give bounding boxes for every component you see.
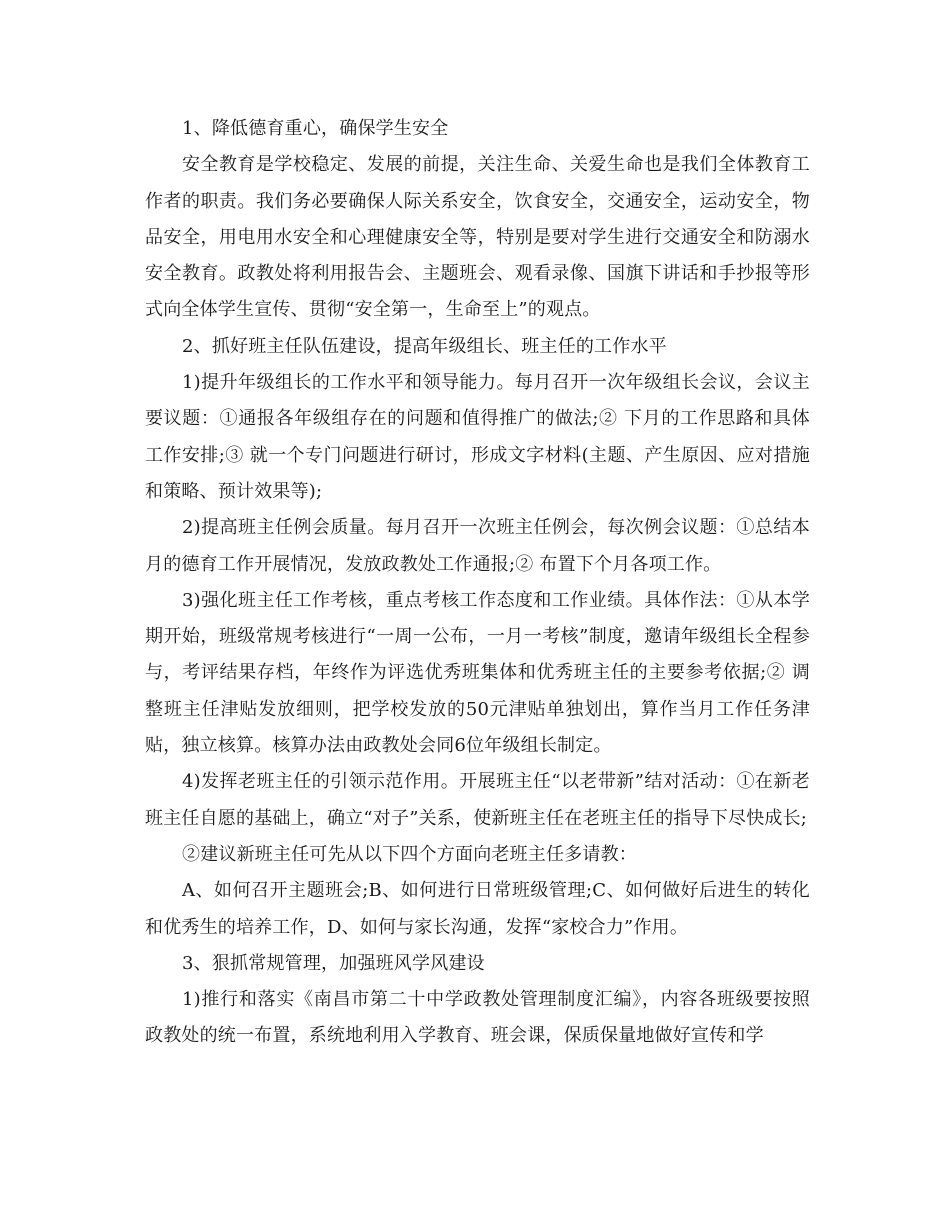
paragraph-mentoring: 4)发挥老班主任的引领示范作用。开展班主任“以老带新”结对活动：①在新老班主任自愿的基础上，确立“对子”关系，使新班主任在老班主任的指导下尽快成长; bbox=[145, 771, 810, 829]
section-heading-safety: 1、降低德育重心，确保学生安全 bbox=[182, 118, 449, 139]
document-body bbox=[145, 111, 810, 1055]
paragraph-grade-leader: 1)提升年级组长的工作水平和领导能力。每月召开一次年级组长会议，会议主要议题：①通报各年级组存在的问题和值得推广的做法;② 下月的工作思路和具体工作安排;③ 就一个专门问题进行研讨，形成文字材料(主题、产生原因、应对措施和策略、预计效果等); bbox=[145, 372, 810, 502]
paragraph-regulations: 1)推行和落实《南昌市第二十中学政教处管理制度汇编》，内容各班级要按照政教处的统一布置，系统地利用入学教育、班会课，保质保量地做好宣传和学 bbox=[145, 989, 810, 1047]
paragraph-advice: ②建议新班主任可先从以下四个方面向老班主任多请教： bbox=[182, 843, 637, 865]
paragraph-topics-list: A、如何召开主题班会;B、如何进行日常班级管理;C、如何做好后进生的转化和优秀生的培养工作，D、如何与家长沟通，发挥“家校合力”作用。 bbox=[145, 880, 810, 938]
paragraph-safety-education: 安全教育是学校稳定、发展的前提，关注生命、关爱生命也是我们全体教育工作者的职责。我们务必要确保人际关系安全，饮食安全，交通安全，运动安全，物品安全，用电用水安全和心理健康安全等，特别是要对学生进行交通安全和防溺水安全教育。政教处将利用报告会、主题班会、观看录像、国旗下讲话和手抄报等形式向全体学生宣传、贯彻“安全第一，生命至上”的观点。 bbox=[145, 154, 810, 321]
section-heading-routine: 3、狠抓常规管理，加强班风学风建设 bbox=[182, 952, 485, 974]
paragraph-assessment: 3)强化班主任工作考核，重点考核工作态度和工作业绩。具体作法：①从本学期开始，班级常规考核进行“一周一公布，一月一考核”制度，邀请年级组长全程参与，考评结果存档，年终作为评选优秀班集体和优秀班主任的主要参考依据;② 调整班主任津贴发放细则，把学校发放的50元津贴单独划出，算作当月工作任务津贴，独立核算。核算办法由政教处会同6位年级组长制定。 bbox=[145, 589, 810, 757]
section-heading-teacher-team: 2、抓好班主任队伍建设，提高年级组长、班主任的工作水平 bbox=[182, 335, 667, 357]
paragraph-teacher-meeting: 2)提高班主任例会质量。每月召开一次班主任例会，每次例会议题：①总结本月的德育工作开展情况，发放政教处工作通报;② 布置下个月各项工作。 bbox=[145, 517, 810, 575]
